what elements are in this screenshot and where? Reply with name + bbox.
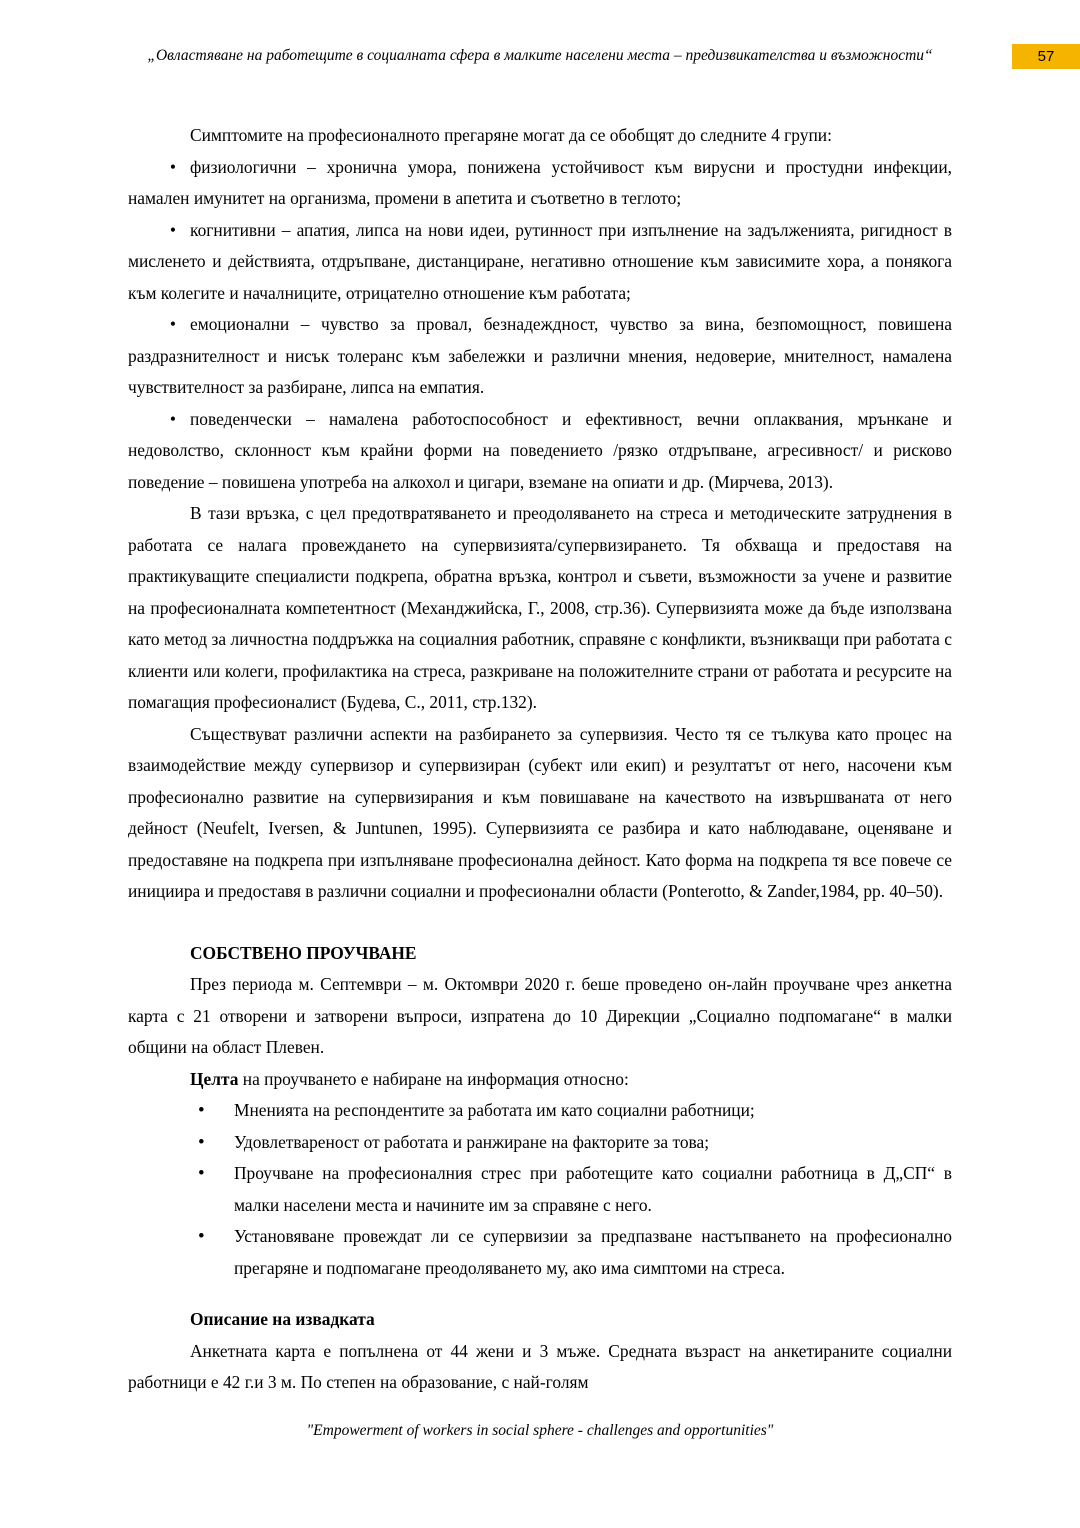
symptom-bullet-cognitive	[128, 215, 952, 310]
document-body	[128, 120, 952, 1399]
list-item: • Удовлетвареност от работата и ранжиране на факторите за това;	[198, 1127, 952, 1159]
sub-heading-sample-description: Описание на извадката	[190, 1309, 375, 1329]
symptom-bullet-text: емоционални – чувство за провал, безнадеждност, чувство за вина, безпомощност, повишена раздразнителност и нисък толеранс към забележки и различни мнения, недоверие, мнителност, намалена чувствителност за разбиране, липса на емпатия.	[128, 314, 952, 397]
subsection-spacer	[128, 1284, 952, 1304]
symptom-bullet-emotional	[128, 309, 952, 404]
page-number-badge	[1012, 44, 1080, 69]
list-item: • Проучване на професионалния стрес при работещите като социални работница в Д„СП“ в малки населени места и начините им за справяне с него.	[198, 1158, 952, 1221]
bullet-icon: •	[169, 219, 176, 240]
goal-lead-bold: Целта	[190, 1068, 239, 1089]
bullet-icon: •	[169, 408, 176, 429]
list-item: • Мненията на респондентите за работата им като социални работници;	[198, 1095, 952, 1127]
symptom-bullet-text: физиологични – хронична умора, понижена устойчивост към вирусни и простудни инфекции, намален имунитет на организма, промени в апетита и съответно в теглото;	[128, 156, 952, 208]
symptom-bullet-text: когнитивни – апатия, липса на нови идеи, рутинност при изпълнение на задълженията, ригидност в мисленето и действията, отдръпване, дистанциране, негативно отношение към зависимите хора, а понякога към колегите и началниците, отрицателно отношение към работата;	[128, 219, 952, 303]
header-title: „Овластяване на работещите в социалната сфера в малките населени места – предизвикателства и възможности“	[147, 47, 933, 64]
page-footer: "Empowerment of workers in social sphere - challenges and opportunities"	[306, 1422, 774, 1439]
symptom-bullet-text: поведенчески – намалена работоспособност и ефективност, вечни оплаквания, мрънкане и недоволство, склонност към крайни форми на поведението /рязко отдръпване, агресивност/ и рисково поведение – повишена употреба на алкохол и цигари, взeмане на опиати и др. (Мирчева, 2013).	[128, 408, 952, 492]
page-header	[0, 44, 1080, 90]
bullet-icon: •	[169, 156, 176, 177]
section-spacer	[128, 908, 952, 938]
sample-description-paragraph: Анкетната карта е попълнена от 44 жени и 3 мъже. Средната възраст на анкетираните социални работници е 42 г.и 3 м. По степен на образование, с най-голям	[128, 1340, 952, 1392]
page-number: 57	[1037, 48, 1055, 65]
intro-paragraph: Симптомите на професионалното прегаряне могат да се обобщят до следните 4 групи:	[190, 125, 832, 145]
supervision-paragraph-1: В тази връзка, с цел предотвратяването и преодоляването на стреса и методическите затруднения в работата се налага провеждането на супервизията/супервизирането. Тя обхваща и предоставя на практикуващите специалисти подкрепа, обратна връзка, контрол и съвети, възможности за учене и развитие на професионалната компетентност (Механджийска, Г., 2008, стр.36). Супервизията може да бъде използвана като метод за личностна поддръжка на социалния работник, справяне с конфликти, възникващи при работата с клиенти или колеги, профилактика на стреса, разкриване на положителните страни от работата и ресурсите на помагащия професионалист (Будева, С., 2011, стр.132).	[128, 503, 952, 712]
goal-lead-paragraph	[128, 1064, 952, 1096]
section-heading-own-research: СОБСТВЕНО ПРОУЧВАНЕ	[190, 942, 417, 963]
bullet-icon: •	[169, 314, 176, 334]
list-item: • Установяване провеждат ли се супервизии за предпазване настъпването на професионално прегаряне и подпомагане преодоляването му, ако има симптоми на стреса.	[198, 1221, 952, 1284]
supervision-paragraph-2: Съществуват различни аспекти на разбирането за супервизия. Често тя се тълкува като процес на взаимодействие между супервизор и супервизиран (субект или екип) и резултатът от него, насочени към професионално развитие на супервизирания и към повишаване на качеството на извършваната от него дейност (Neufelt, Iversen, & Juntunen, 1995). Супервизията се разбира и като наблюдаване, оценяване и предоставяне на подкрепа при изпълняване професионална дейност. Като форма на подкрепа тя все повече се инициира и предоставя в различни социални и професионални области (Ponterotto, & Zander,1984, pp. 40–50).	[128, 723, 952, 901]
symptom-bullet-behavioural	[128, 404, 952, 499]
own-research-intro: През периода м. Септември – м. Октомври 2020 г. беше проведено он-лайн проучване чрез анкетна карта с 21 отворени и затворени въпроси, изпратена до 10 Дирекции „Социално подпомагане“ в малки общини на област Плевен.	[128, 974, 952, 1057]
goal-lead-rest: на проучването е набиране на информация относно:	[238, 1068, 629, 1089]
goal-list	[128, 1095, 952, 1284]
symptom-bullet-physiological	[128, 152, 952, 215]
